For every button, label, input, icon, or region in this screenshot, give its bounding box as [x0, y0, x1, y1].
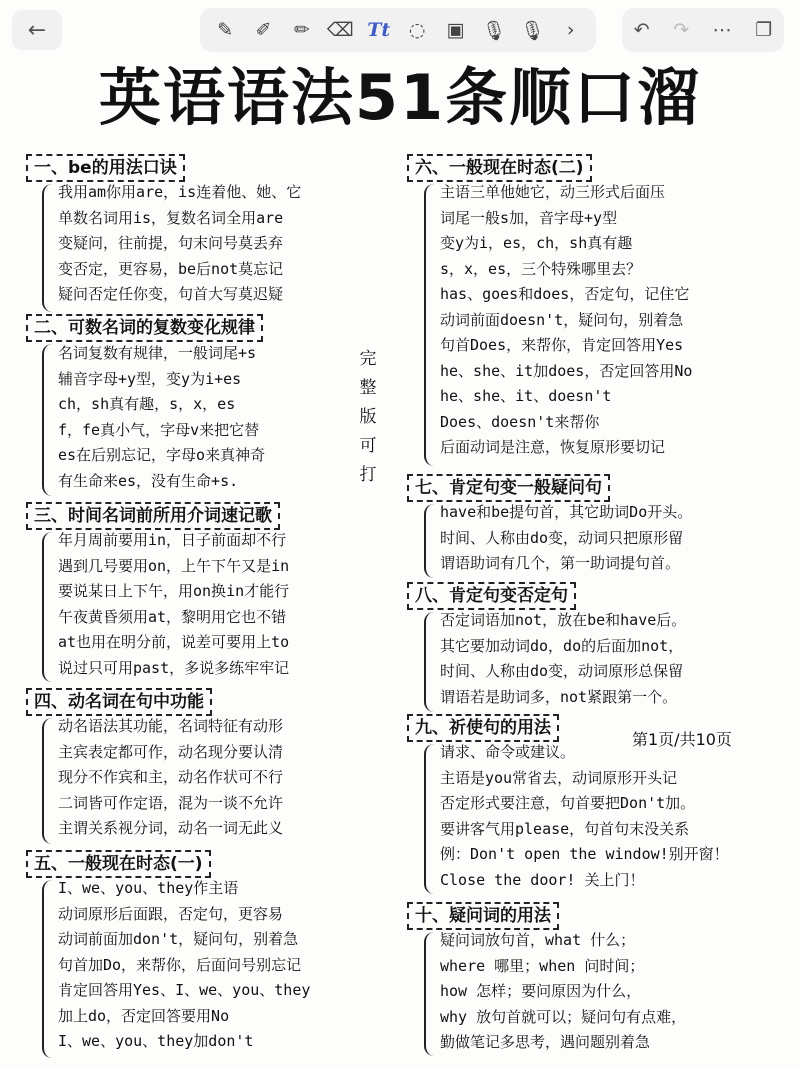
section-body-wh-words: [440, 928, 686, 1056]
text-line: 现分不作宾和主，动名作状可不行: [58, 768, 284, 786]
section-body-be: [58, 180, 301, 308]
text-line: 主谓关系视分词，动名一词无此义: [58, 819, 284, 837]
more-options-icon[interactable]: ⋯: [712, 19, 732, 41]
text-line: 年月周前要用in，日子前面却不行: [58, 531, 287, 549]
text-line: 有生命来es，没有生命+s.: [58, 471, 239, 490]
text-line: he、she、it加does，否定回答用No: [440, 361, 693, 380]
voice-record-icon[interactable]: 🎙: [520, 19, 545, 42]
section-body-prepositions: [58, 528, 289, 681]
text-line: 谓语助词有几个，第一助词提句首。: [440, 554, 681, 572]
text-line: 动词原形后面跟，否定句，更容易: [58, 904, 284, 923]
text-line: 加上do，否定回答要用No: [58, 1006, 230, 1025]
text-line: 疑问否定任你变，句首大写莫迟疑: [58, 285, 284, 303]
text-line: 说过只可用past，多说多练牢牢记: [58, 658, 290, 677]
text-line: 主宾表定都可作，动名现分要认清: [58, 742, 284, 761]
text-line: I、we、you、they加don't: [58, 1032, 254, 1050]
brace: [42, 718, 52, 844]
highlighter-tool-icon[interactable]: ✏: [294, 19, 310, 41]
text-line: Close the door! 关上门！: [440, 870, 645, 889]
eraser-tool-icon[interactable]: ⌫: [326, 19, 354, 41]
chevron-right-icon[interactable]: ›: [566, 19, 575, 41]
section-heading-question: 七、肯定句变一般疑问句: [407, 474, 610, 502]
text-line: 变否定，更容易，be后not莫忘记: [58, 259, 284, 278]
side-note-char: 打: [359, 465, 377, 485]
drawing-toolbar: [200, 8, 596, 52]
image-tool-icon[interactable]: ▣: [446, 19, 465, 41]
side-note-char: 版: [359, 407, 377, 427]
text-line: s，x，es，三个特殊哪里去？: [440, 259, 642, 278]
text-line: 要说某日上下午，用on换in才能行: [58, 582, 290, 600]
back-button[interactable]: [12, 10, 62, 50]
section-heading-present-1: 五、一般现在时态(一): [26, 850, 211, 878]
text-line: 动名语法其功能，名词特征有动形: [58, 717, 284, 735]
text-line: 请求、命令或建议。: [440, 743, 576, 761]
section-heading-imperative: 九、祈使句的用法: [407, 714, 559, 742]
microphone-icon[interactable]: 🎙: [481, 19, 506, 42]
section-body-imperative: [440, 740, 729, 893]
section-body-gerund: [58, 714, 283, 842]
history-toolbar: [622, 8, 784, 52]
pencil-tool-icon[interactable]: ✐: [255, 19, 272, 41]
text-line: 疑问词放句首，what 什么；: [440, 931, 636, 949]
section-body-plural: [58, 341, 265, 494]
section-body-question: [440, 500, 692, 577]
section-body-negative: [440, 608, 686, 710]
text-line: 主语是you常省去，动词原形开头记: [440, 768, 678, 787]
text-line: 单数名词用is，复数名词全用are: [58, 208, 284, 227]
text-line: 辅音字母+y型，变y为i+es: [58, 369, 242, 388]
text-line: 词尾一般s加，音字母+y型: [440, 208, 618, 227]
text-line: have和be提句首，其它助词Do开头。: [440, 503, 693, 521]
section-body-present-1: [58, 876, 310, 1055]
text-line: where 哪里；when 问时间；: [440, 956, 645, 975]
section-heading-be: 一、be的用法口诀: [26, 154, 185, 182]
brace: [424, 184, 434, 466]
text-line: 动词前面doesn't，疑问句，别着急: [440, 310, 684, 329]
lasso-tool-icon[interactable]: ◌: [408, 19, 426, 41]
text-line: 动词前面加don't，疑问句，别着急: [58, 930, 299, 948]
section-heading-prepositions: 三、时间名词前所用介词速记歌: [26, 502, 280, 530]
section-heading-negative: 八、肯定句变否定句: [407, 582, 576, 610]
text-line: 句首Does，来帮你，肯定回答用Yes: [440, 336, 684, 354]
text-line: 要讲客气用please，句首句末没关系: [440, 819, 690, 838]
text-line: Does、doesn't来帮你: [440, 412, 600, 431]
text-line: 勤做笔记多思考，遇问题别着急: [440, 1033, 651, 1051]
brace: [424, 932, 434, 1056]
text-line: 变疑问，往前提，句末问号莫丢弃: [58, 234, 284, 252]
section-heading-gerund: 四、动名词在句中功能: [26, 688, 212, 716]
text-line: 二词皆可作定语，混为一谈不允许: [58, 793, 284, 812]
redo-icon[interactable]: ↷: [673, 19, 690, 41]
undo-icon[interactable]: ↶: [633, 19, 650, 41]
text-line: 句首加Do，来帮你，后面问号别忘记: [58, 955, 302, 974]
text-line: he、she、it、doesn't: [440, 387, 612, 405]
brace: [42, 880, 52, 1058]
text-line: 遇到几号要用on，上午下午又是in: [58, 556, 290, 575]
brace: [42, 184, 52, 312]
text-line: f，fe真小气，字母v来把它替: [58, 420, 260, 439]
page-title: 英语语法51条顺口溜: [98, 61, 702, 134]
text-line: 主语三单他她它，动三形式后面压: [440, 183, 666, 201]
section-body-present-2: [440, 180, 692, 461]
pages-icon[interactable]: ❐: [755, 19, 773, 41]
section-heading-plural: 二、可数名词的复数变化规律: [26, 314, 263, 342]
section-heading-present-2: 六、一般现在时态(二): [407, 154, 592, 182]
side-note-char: 整: [359, 378, 377, 398]
text-line: 否定词语加not，放在be和have后。: [440, 611, 687, 629]
text-line: 谓语若是助词多，not紧跟第一个。: [440, 687, 678, 706]
brace: [42, 532, 52, 682]
text-line: why 放句首就可以；疑问句有点难，: [440, 1007, 687, 1026]
brace: [424, 744, 434, 894]
text-line: 我用am你用are，is连着他、她、它: [58, 183, 302, 201]
text-line: 其它要加动词do，do的后面加not，: [440, 636, 684, 655]
text-line: 否定形式要注意，句首要把Don't加。: [440, 794, 696, 812]
text-line: I、we、you、they作主语: [58, 879, 239, 897]
text-line: 变y为i，es，ch，sh真有趣: [440, 234, 633, 252]
back-arrow-icon: ←: [27, 17, 47, 43]
text-line: 时间、人称由do变，动词只把原形留: [440, 528, 684, 547]
side-note-char: 可: [359, 436, 377, 456]
text-line: how 怎样；要问原因为什么，: [440, 982, 642, 1000]
text-line: ch，sh真有趣，s，x，es: [58, 395, 236, 413]
text-line: at也用在明分前，说差可要用上to: [58, 633, 290, 651]
text-line: 时间、人称由do变，动词原形总保留: [440, 662, 684, 680]
text-line: 后面动词是注意，恢复原形要切记: [440, 438, 666, 456]
pen-tool-icon[interactable]: ✎: [217, 19, 234, 41]
brace: [424, 612, 434, 712]
text-line: 名词复数有规律，一般词尾+s: [58, 344, 257, 362]
text-line: 肯定回答用Yes、I、we、you、they: [58, 981, 311, 999]
brace: [42, 344, 52, 496]
text-tool-icon[interactable]: Tt: [367, 19, 391, 41]
text-line: 午夜黄昏须用at，黎明用它也不错: [58, 607, 287, 626]
text-line: 例：Don't open the window!别开窗！: [440, 845, 729, 863]
brace: [424, 504, 434, 578]
side-note-char: 完: [359, 349, 377, 369]
text-line: es在后别忘记，字母o来真神奇: [58, 446, 266, 464]
section-heading-wh-words: 十、疑问词的用法: [407, 902, 559, 930]
side-note: [357, 345, 379, 490]
text-line: has、goes和does，否定句，记住它: [440, 285, 690, 303]
page-indicator: 第1页/共10页: [632, 730, 732, 749]
